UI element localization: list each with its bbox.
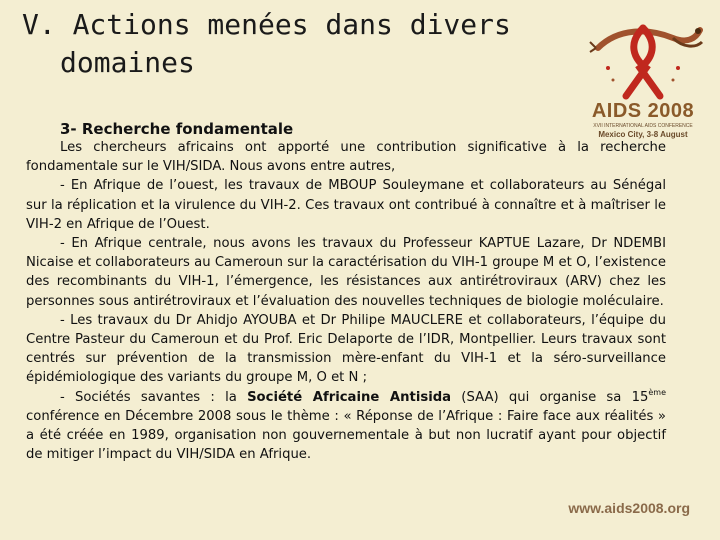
logo-subtitle: XVII INTERNATIONAL AIDS CONFERENCE xyxy=(593,123,693,129)
aids-ribbon-serpent-icon xyxy=(578,8,708,103)
logo-brand: AIDS 2008 xyxy=(591,100,695,122)
paragraph-central-africa: - En Afrique centrale, nous avons les travaux du Professeur KAPTUE Lazare, Dr NDEMBI Nicaise et collaborateurs au Cameroun sur la caractérisation du VIH-1 groupe M et O, l’existence des recombinants du VIH-1, l’émergence, les résistances aux antirétroviraux (ARV) chez les personnes sous antirétroviraux et l’évaluation des nouvelles techniques de biologie moléculaire. xyxy=(26,236,666,309)
logo-location: Mexico City, 3-8 August xyxy=(598,130,688,139)
paragraph-learned-societies xyxy=(26,388,666,465)
slide-title-line1: V. Actions menées dans divers xyxy=(22,8,511,41)
p5-prefix: - Sociétés savantes : la xyxy=(60,389,248,405)
aids-2008-logo xyxy=(578,8,708,138)
section-heading: 3- Recherche fondamentale xyxy=(60,120,294,138)
p5-suffix: conférence en Décembre 2008 sous le thème : « Réponse de l’Afrique : Faire face aux réalités » a été créée en 1989, organisation non gouvernementale à but non lucratif ayant pour objectif de mitiger l’impact du VIH/SIDA en Afrique. xyxy=(26,408,666,463)
footer-url: www.aids2008.org xyxy=(568,500,690,516)
slide-title xyxy=(22,6,542,82)
paragraph-pasteur-center: - Les travaux du Dr Ahidjo AYOUBA et Dr Philipe MAUCLERE et collaborateurs, l’équipe du Centre Pasteur du Cameroun et du Prof. Eric Delaporte de l’IDR, Montpellier. Leurs travaux sont centrés sur prévention de la transmission mère-enfant du VIH-1 et la séro-surveillance épidémiologique des variants du groupe M, O et N ; xyxy=(26,312,666,386)
paragraph-intro: Les chercheurs africains ont apporté une contribution significative à la recherche fondamentale sur le VIH/SIDA. Nous avons entre autres, xyxy=(26,140,666,175)
slide-title-line2: domaines xyxy=(60,46,195,79)
society-name: Société Africaine Antisida xyxy=(247,389,452,405)
paragraph-west-africa: - En Afrique de l’ouest, les travaux de MBOUP Souleymane et collaborateurs au Sénégal sur la réplication et la virulence du VIH-2. Ces travaux ont contribué à connaître et à maîtriser le VIH-2 en Afrique de l’Ouest. xyxy=(26,178,666,232)
body-text xyxy=(26,138,666,464)
ordinal-suffix: ème xyxy=(648,387,667,397)
p5-mid: (SAA) qui organise sa 15 xyxy=(451,389,649,405)
